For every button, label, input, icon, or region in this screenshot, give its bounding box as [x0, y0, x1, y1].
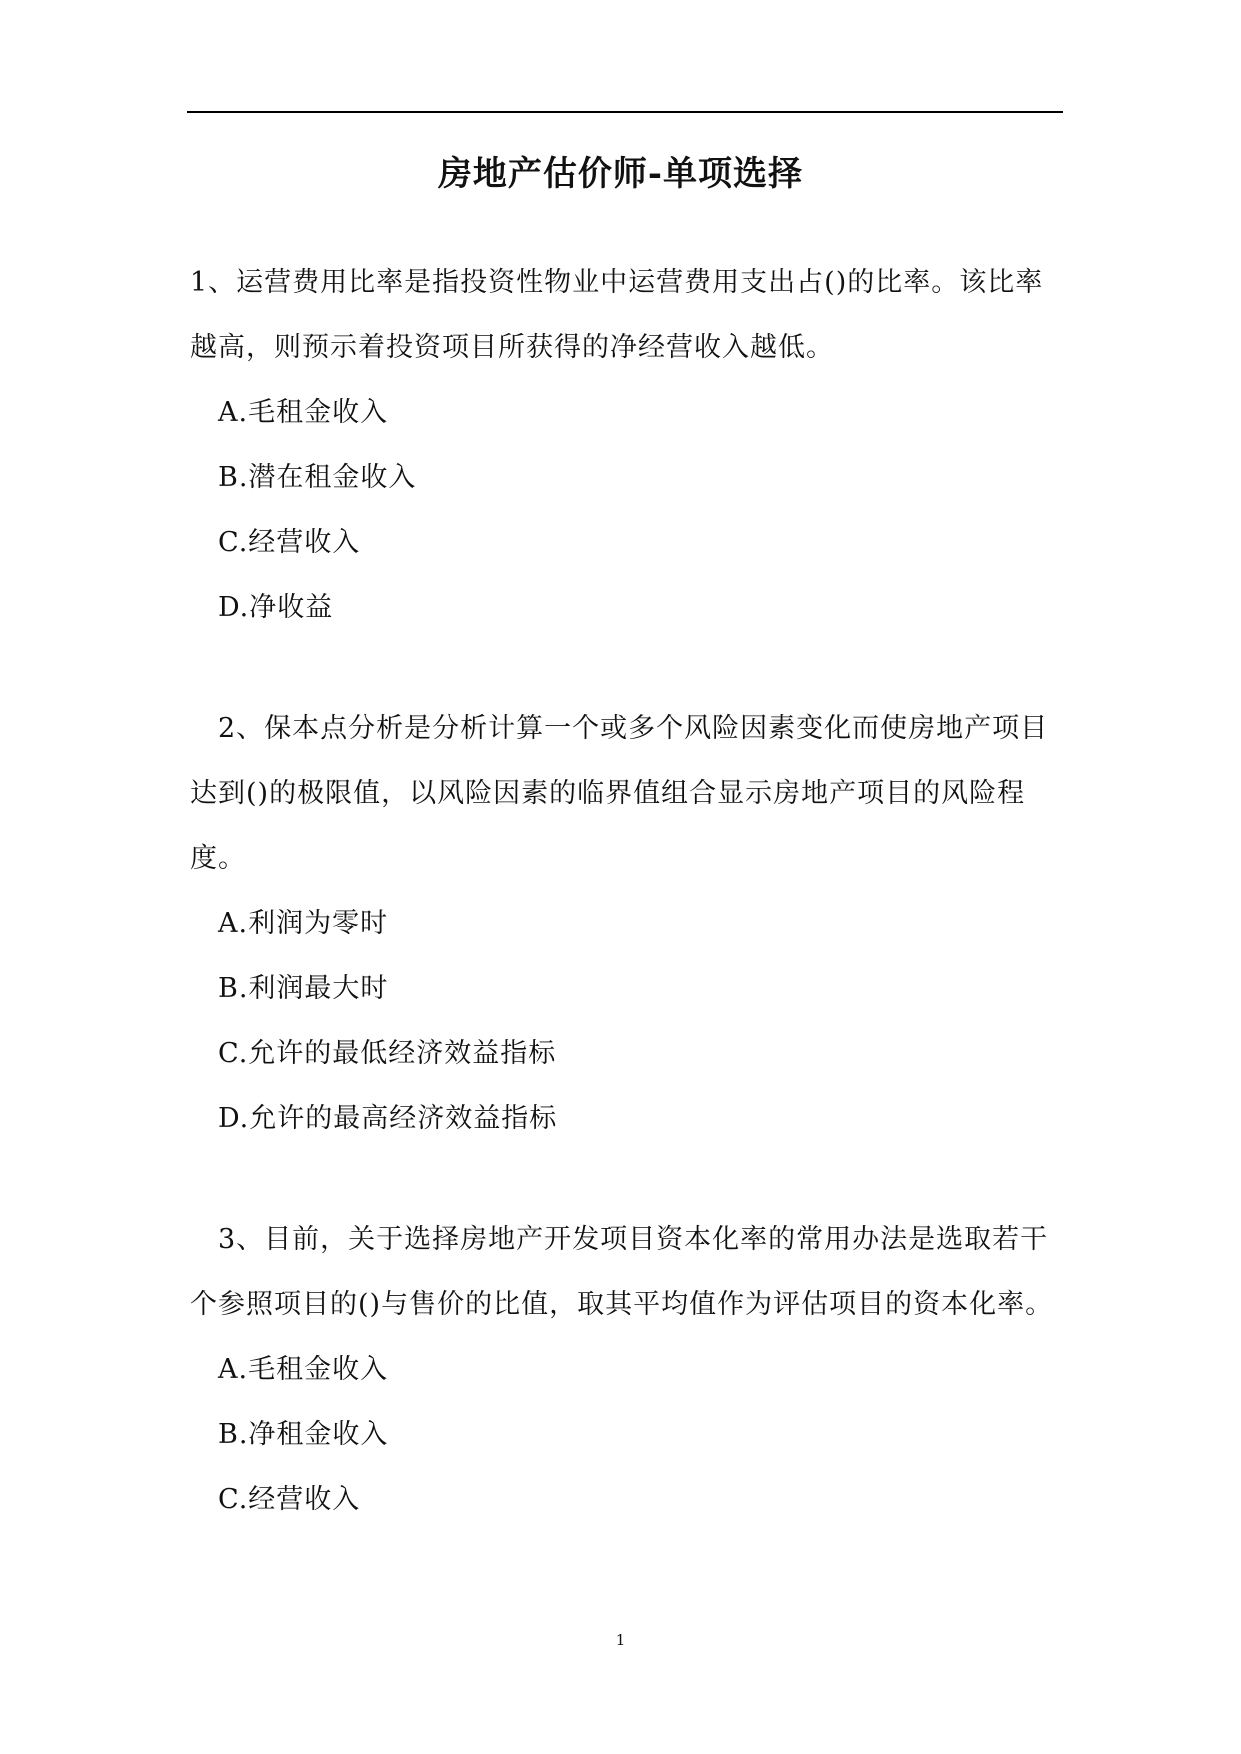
option-a: A.利润为零时	[218, 908, 389, 939]
question-text-content: 2、保本点分析是分析计算一个或多个风险因素变化而使房地产项目达到()的极限值，以风险因素的临界值组合显示房地产项目的风险程度。	[190, 713, 1049, 874]
option-d: D.净收益	[218, 592, 334, 623]
document-body	[190, 250, 1060, 1532]
option-c: C.经营收入	[218, 527, 361, 558]
question-text-content: 3、目前，关于选择房地产开发项目资本化率的常用办法是选取若干个参照项目的()与售价的比值，取其平均值作为评估项目的资本化率。	[190, 1224, 1054, 1320]
option-b: B.净租金收入	[218, 1419, 389, 1450]
question-text	[190, 1207, 1060, 1337]
question-text	[190, 696, 1060, 891]
question-2	[190, 696, 1060, 1151]
option-a: A.毛租金收入	[218, 397, 389, 428]
option-b: B.利润最大时	[218, 973, 389, 1004]
header-rule	[187, 111, 1063, 113]
option-d: D.允许的最高经济效益指标	[218, 1103, 558, 1134]
question-1	[190, 250, 1060, 640]
question-3	[190, 1207, 1060, 1532]
option-a: A.毛租金收入	[218, 1354, 389, 1385]
option-c: C.允许的最低经济效益指标	[218, 1038, 557, 1069]
option-c: C.经营收入	[218, 1484, 361, 1515]
question-text: 1、运营费用比率是指投资性物业中运营费用支出占()的比率。该比率越高，则预示着投资项目所获得的净经营收入越低。	[190, 267, 1044, 363]
page-number: 1	[615, 1631, 626, 1649]
document-title: 房地产估价师-单项选择	[437, 154, 804, 194]
option-b: B.潜在租金收入	[218, 462, 417, 493]
